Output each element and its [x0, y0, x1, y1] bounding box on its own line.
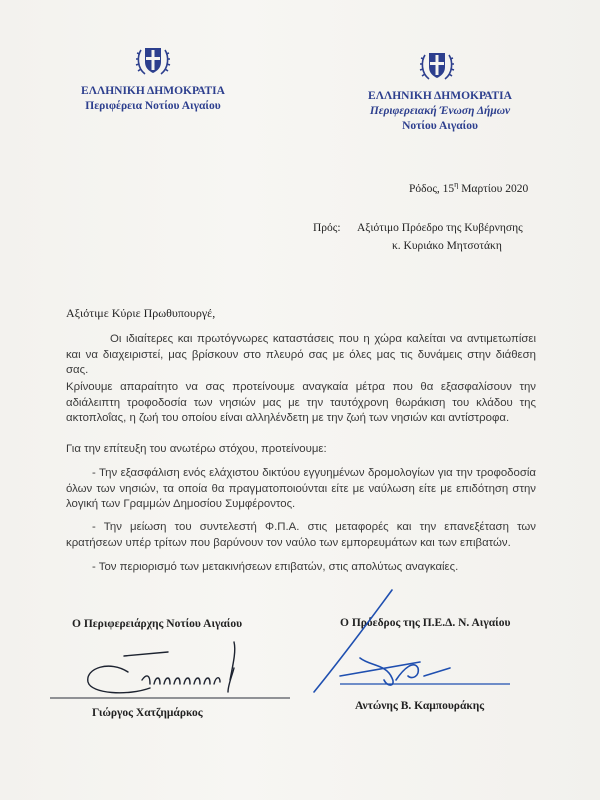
bullet-2: - Την μείωση του συντελεστή Φ.Π.Α. στις μεταφορές και την επανεξέταση των κρατήσεων υπέρ τρίτων που βαρύνουν τον ναύλο των εμπορευμάτων και των επιβατών. — [66, 521, 536, 549]
date-rest: Μαρτίου 2020 — [458, 182, 529, 195]
signatory-left-title: Ο Περιφερειάρχης Νοτίου Αιγαίου — [72, 618, 243, 630]
greek-coat-of-arms-icon — [133, 40, 173, 80]
recipient-label: Πρός: — [313, 222, 341, 234]
paragraph-1: Οι ιδιαίτερες και πρωτόγνωρες καταστάσεις που η χώρα καλείται να αντιμετωπίσει και να διαχειριστεί, μας βρίσκουν στο πλευρό σας με όλες μας τις δυνάμεις στην διάθεση σας. — [66, 333, 536, 376]
recipient-line2: κ. Κυριάκο Μητσοτάκη — [392, 240, 502, 252]
salutation: Αξιότιμε Κύριε Πρωθυπουργέ, — [66, 306, 216, 320]
signature-right-image — [300, 580, 560, 710]
letterhead-left-line1: ΕΛΛΗΝΙΚΗ ΔΗΜΟΚΡΑΤΙΑ — [81, 85, 225, 97]
signature-left-image — [50, 630, 290, 710]
signatory-left-name: Γιώργος Χατζημάρκος — [92, 707, 203, 719]
greek-coat-of-arms-icon — [417, 45, 457, 85]
paragraph-3: Για την επίτευξη του ανωτέρω στόχου, προτείνουμε: — [66, 443, 327, 455]
date-place: Ρόδος, 15 — [409, 182, 455, 195]
bullet-3: - Τον περιορισμό των μετακινήσεων επιβατών, στις απολύτως αναγκαίες. — [92, 561, 459, 573]
letterhead-left-line2: Περιφέρεια Νοτίου Αιγαίου — [85, 100, 221, 112]
letterhead-right-line3: Νοτίου Αιγαίου — [402, 120, 478, 132]
letterhead-right-line1: ΕΛΛΗΝΙΚΗ ΔΗΜΟΚΡΑΤΙΑ — [368, 90, 512, 102]
signatory-right-title: Ο Πρόεδρος της Π.Ε.Δ. Ν. Αιγαίου — [340, 617, 511, 629]
date-superscript: η — [454, 180, 459, 189]
signatory-right-name: Αντώνης Β. Καμπουράκης — [355, 700, 485, 712]
date-line — [409, 180, 528, 195]
recipient-line1: Αξιότιμο Πρόεδρο της Κυβέρνησης — [357, 222, 523, 234]
paragraph-2: Κρίνουμε απαραίτητο να σας προτείνουμε αναγκαία μέτρα που θα εξασφαλίσουν την αδιάλειπτη τροφοδοσία των νησιών μας με την ταυτόχρονη θωράκιση του κλάδου της ακτοπλοΐας, η ζωή του οποίου είναι αλληλένδετη με την ζωή των νησιών και αντίστροφα. — [66, 381, 536, 424]
bullet-1: - Την εξασφάλιση ενός ελάχιστου δικτύου εγγυημένων δρομολογίων για την τροφοδοσία όλων των νησιών, τα οποία θα πραγματοποιούνται είτε με ναύλωση είτε με επιδότηση στην λογική των Γραμμών Δημοσίου Συμφέροντος. — [66, 467, 536, 510]
letterhead-left — [68, 84, 238, 114]
letterhead-right — [350, 89, 530, 134]
letterhead-right-line2: Περιφερειακή Ένωση Δήμων — [369, 105, 511, 117]
